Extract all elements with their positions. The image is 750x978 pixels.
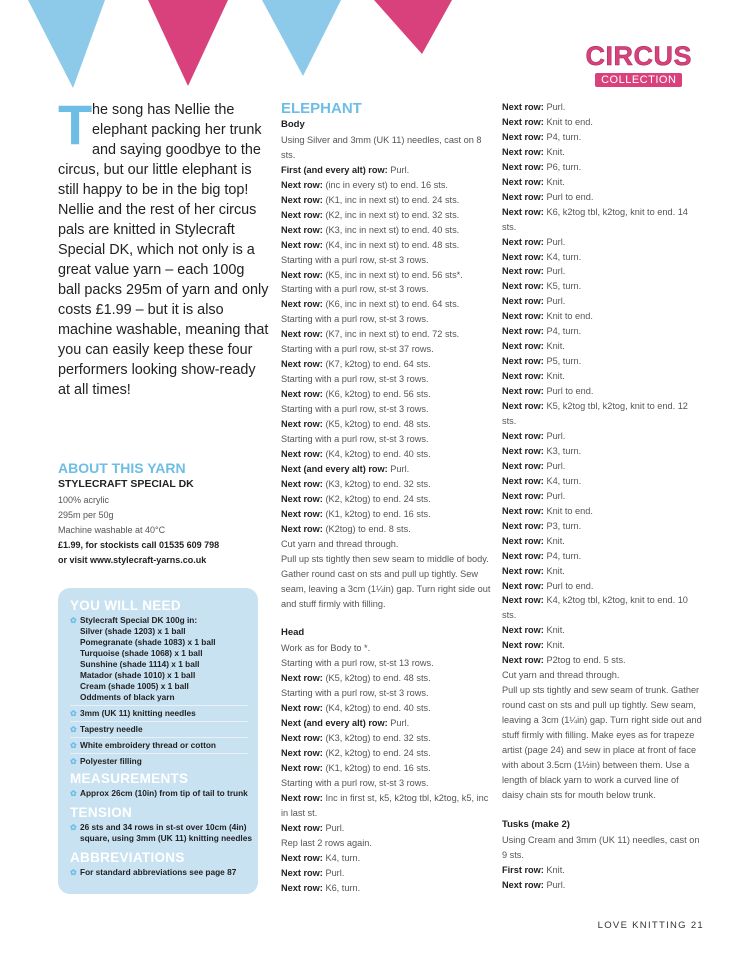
row-label: Next row: (281, 852, 323, 863)
row-label: Next row: (502, 311, 544, 322)
row-label: Next row: (281, 748, 323, 759)
pattern-row (281, 671, 493, 686)
star-icon: ✿ (70, 709, 77, 718)
intro-paragraph (58, 93, 270, 400)
pattern-row (281, 208, 493, 223)
pattern-body-col2 (502, 100, 702, 893)
magazine-name: LOVE KNITTING (597, 920, 687, 931)
row-text: K4, turn. (546, 475, 582, 486)
row-text: (K2tog) to end. 8 sts. (325, 523, 411, 534)
pattern-row (502, 668, 702, 683)
row-text: Purl. (546, 879, 566, 890)
row-text: P3, turn. (546, 520, 582, 531)
row-label: Next row: (502, 445, 544, 456)
pattern-row (502, 459, 702, 474)
row-label: Next row: (281, 867, 323, 878)
row-text: Purl. (546, 266, 566, 277)
row-text: Knit. (546, 146, 565, 157)
star-icon: ✿ (70, 823, 77, 832)
row-label: Next row: (502, 565, 544, 576)
page-footer (598, 920, 704, 931)
pattern-row (281, 881, 493, 896)
pattern-row (502, 175, 702, 190)
row-text: Purl. (546, 430, 566, 441)
pattern-row (281, 716, 493, 731)
pattern-row (281, 342, 493, 357)
yarn-fibre: 100% acrylic (58, 495, 110, 505)
row-text: (K1, k2tog) to end. 16 sts. (325, 762, 431, 773)
row-text: Knit. (546, 371, 565, 382)
tension-heading: TENSION (70, 805, 133, 820)
row-label: Next row: (281, 209, 323, 220)
yarn-stockists: £1.99, for stockists call 01535 609 798 (58, 540, 220, 550)
row-text: P4, turn. (546, 550, 582, 561)
pattern-row (281, 507, 493, 522)
row-label: Next row: (502, 356, 544, 367)
yarn-name: STYLECRAFT SPECIAL DK (58, 478, 194, 490)
about-yarn-section (58, 460, 270, 568)
row-text: Starting with a purl row, st-st 3 rows. (281, 434, 429, 445)
bunting-flag-blue-1 (28, 0, 105, 88)
star-icon: ✿ (70, 616, 77, 625)
row-label: Next row: (281, 822, 323, 833)
pattern-subheading: Body (281, 119, 305, 130)
bunting-flag-pink-2 (374, 0, 452, 54)
pattern-row (502, 160, 702, 175)
pattern-subheading: Tusks (make 2) (502, 818, 570, 830)
pattern-row (281, 701, 493, 716)
pattern-row (281, 746, 493, 761)
pattern-row (502, 504, 702, 519)
pattern-row (281, 477, 493, 492)
row-text: K5, turn. (546, 281, 582, 292)
pattern-row (281, 552, 493, 612)
row-label: Next row: (502, 625, 544, 636)
row-label: Next row: (502, 505, 544, 516)
pattern-row (281, 178, 493, 193)
row-label: Next row: (281, 224, 323, 235)
shade-item: Pomegranate (shade 1083) x 1 ball (80, 637, 216, 647)
pattern-row (502, 683, 702, 803)
row-text: Cut yarn and thread through. (502, 670, 620, 681)
row-text: Knit. (546, 176, 565, 187)
row-text: K3, turn. (546, 445, 582, 456)
pattern-row (502, 638, 702, 653)
shade-item: Matador (shade 1010) x 1 ball (80, 670, 196, 680)
row-text: P4, turn. (546, 326, 582, 337)
row-text: Knit. (546, 640, 565, 651)
row-label: Next row: (502, 580, 544, 591)
row-text: (K2, k2tog) to end. 24 sts. (325, 748, 431, 759)
spacer (281, 611, 493, 626)
yarn-website: or visit www.stylecraft-yarns.co.uk (58, 555, 207, 565)
row-text: Purl. (390, 164, 410, 175)
row-label: Next row: (502, 401, 544, 412)
row-label: Next row: (281, 508, 323, 519)
measurements-heading: MEASUREMENTS (70, 771, 189, 786)
row-text: Starting with a purl row, st-st 13 rows. (281, 658, 434, 669)
row-label: Next row: (502, 371, 544, 382)
pattern-row (281, 402, 493, 417)
row-label: Next row: (502, 490, 544, 501)
row-label: Next row: (281, 762, 323, 773)
row-label: Next (and every alt) row: (281, 718, 388, 729)
shade-item: Silver (shade 1203) x 1 ball (80, 626, 186, 636)
row-text: Purl to end. (546, 580, 594, 591)
yarn-care: Machine washable at 40°C (58, 525, 166, 535)
pattern-row (281, 537, 493, 552)
pattern-row (502, 593, 702, 623)
circus-collection-badge (585, 42, 692, 88)
about-yarn-heading: ABOUT THIS YARN (58, 460, 186, 476)
row-text: (K6, k2tog) to end. 56 sts. (325, 389, 431, 400)
measurements-text: ✿ Approx 26cm (10in) from tip of tail to trunk (70, 788, 248, 798)
pattern-row (281, 492, 493, 507)
row-label: Next row: (502, 879, 544, 890)
row-text: Starting with a purl row, st-st 3 rows. (281, 254, 429, 265)
shade-item: Cream (shade 1005) x 1 ball (80, 681, 189, 691)
pattern-row (502, 878, 702, 893)
pattern-row (502, 519, 702, 534)
materials-item: ✿ 3mm (UK 11) knitting needles (70, 708, 248, 722)
row-label: Next row: (281, 299, 323, 310)
row-label: Next row: (502, 475, 544, 486)
row-text: Starting with a purl row, st-st 3 rows. (281, 314, 429, 325)
row-label: Next row: (281, 523, 323, 534)
circus-title: CIRCUS (585, 41, 692, 71)
pattern-row (502, 354, 702, 369)
row-label: Next row: (281, 419, 323, 430)
row-label: Next row: (502, 176, 544, 187)
pattern-row (502, 489, 702, 504)
row-label: Next row: (502, 236, 544, 247)
pattern-row (502, 833, 702, 863)
pattern-row (281, 223, 493, 238)
bunting-flag-blue-2 (262, 0, 341, 76)
row-text: (inc in every st) to end. 16 sts. (325, 179, 448, 190)
row-text: P2tog to end. 5 sts. (546, 655, 626, 666)
row-text: P6, turn. (546, 161, 582, 172)
pattern-row (502, 863, 702, 878)
row-label: Next row: (502, 341, 544, 352)
pattern-row (502, 115, 702, 130)
row-text: Knit to end. (546, 311, 593, 322)
row-label: Next row: (502, 266, 544, 277)
row-text: Purl. (546, 102, 566, 112)
pattern-row (281, 656, 493, 671)
row-text: Purl. (325, 822, 345, 833)
row-label: Next row: (281, 703, 323, 714)
row-text: (K6, inc in next st) to end. 64 sts. (325, 299, 460, 310)
row-label: Next row: (502, 116, 544, 127)
row-label: Next row: (281, 673, 323, 684)
pattern-row (502, 399, 702, 429)
row-text: Knit to end. (546, 116, 593, 127)
star-icon: ✿ (70, 741, 77, 750)
you-will-need-box (58, 588, 258, 894)
row-text: (K4, k2tog) to end. 40 sts. (325, 448, 431, 459)
abbreviations-text: ✿ For standard abbreviations see page 87 (70, 867, 237, 877)
row-label: Next row: (502, 102, 544, 112)
row-text: Purl to end. (546, 386, 594, 397)
pattern-row (502, 294, 702, 309)
pattern-row (281, 133, 493, 163)
row-label: Next row: (281, 493, 323, 504)
row-text: Purl. (390, 718, 410, 729)
pattern-row (281, 836, 493, 851)
pattern-row (281, 821, 493, 836)
pattern-row (502, 279, 702, 294)
row-text: K4, turn. (325, 852, 361, 863)
row-label: Next row: (502, 655, 544, 666)
pattern-row (281, 686, 493, 701)
row-label: Next row: (502, 161, 544, 172)
row-text: Starting with a purl row, st-st 3 rows. (281, 777, 429, 788)
pattern-row (281, 791, 493, 821)
materials-item: ✿ Tapestry needle (70, 724, 248, 738)
pattern-row (502, 130, 702, 145)
row-text: (K4, inc in next st) to end. 48 sts. (325, 239, 460, 250)
pattern-row (502, 369, 702, 384)
pattern-column-1 (281, 100, 493, 896)
row-label: Next row: (281, 389, 323, 400)
row-label: Next row: (502, 535, 544, 546)
star-icon: ✿ (70, 868, 77, 877)
pattern-title: ELEPHANT (281, 100, 362, 117)
pattern-row (281, 253, 493, 268)
row-label: Next row: (502, 296, 544, 307)
pattern-row (502, 564, 702, 579)
row-label: Next row: (281, 329, 323, 340)
pattern-row (502, 384, 702, 399)
tension-text: ✿ 26 sts and 34 rows in st-st over 10cm (4in) square, using 3mm (UK 11) knitting needles (70, 822, 252, 843)
row-text: (K3, k2tog) to end. 32 sts. (325, 478, 431, 489)
pattern-row (281, 432, 493, 447)
row-text: P4, turn. (546, 131, 582, 142)
pattern-row (502, 100, 702, 115)
pattern-row (281, 851, 493, 866)
pattern-row (502, 324, 702, 339)
row-text: Starting with a purl row, st-st 3 rows. (281, 284, 429, 295)
row-label: Next row: (502, 206, 544, 217)
pattern-row (281, 357, 493, 372)
row-label: Next row: (502, 281, 544, 292)
row-text: (K7, inc in next st) to end. 72 sts. (325, 329, 460, 340)
pattern-row (502, 205, 702, 235)
pattern-row (281, 387, 493, 402)
row-label: Next row: (281, 792, 323, 803)
row-label: Next row: (281, 448, 323, 459)
abbreviations-heading: ABBREVIATIONS (70, 850, 185, 865)
pattern-row (502, 235, 702, 250)
row-text: Purl. (390, 463, 410, 474)
row-text: (K5, k2tog) to end. 48 sts. (325, 673, 431, 684)
row-text: (K3, k2tog) to end. 32 sts. (325, 733, 431, 744)
yarn-length: 295m per 50g (58, 510, 114, 520)
row-text: Purl. (546, 296, 566, 307)
pattern-row (502, 549, 702, 564)
row-text: (K7, k2tog) to end. 64 sts. (325, 359, 431, 370)
row-label: First row: (502, 864, 544, 875)
row-label: Next row: (502, 430, 544, 441)
pattern-subheading: Head (281, 627, 305, 639)
pattern-row (281, 522, 493, 537)
materials-yarn: ✿ Stylecraft Special DK 100g in: (70, 615, 198, 625)
pattern-row (281, 761, 493, 776)
pattern-row (281, 866, 493, 881)
pattern-row (281, 327, 493, 342)
row-label: Next row: (502, 326, 544, 337)
row-label: Next row: (281, 194, 323, 205)
pattern-row (502, 444, 702, 459)
row-text: (K2, inc in next st) to end. 32 sts. (325, 209, 460, 220)
page-number: 21 (690, 920, 704, 931)
row-text: Work as for Body to *. (281, 643, 371, 654)
pattern-row (502, 534, 702, 549)
pattern-row (281, 297, 493, 312)
row-label: Next row: (502, 386, 544, 397)
row-text: Pull up sts tightly and sew seam of trunk. Gather round cast on sts and pull up tightly. Sew seam, leaving a 3cm (1¼in) gap. Turn right side out and stuff firmly with filling. Make eyes as for trapeze artist (page 24) and sew in place at front of face with about 3.5cm (1½in) between them. Use a length of black yarn to work a curved line of daisy chain sts for mouth below trunk. (502, 685, 702, 800)
drop-cap: T (58, 93, 93, 156)
row-label: First (and every alt) row: (281, 164, 388, 175)
row-text: Knit. (546, 341, 565, 352)
row-label: Next row: (281, 733, 323, 744)
shade-item: Oddments of black yarn (70, 692, 248, 706)
pattern-row (281, 282, 493, 297)
row-text: Knit. (546, 864, 565, 875)
row-text: Rep last 2 rows again. (281, 837, 372, 848)
row-label: Next row: (502, 550, 544, 561)
row-text: (K5, k2tog) to end. 48 sts. (325, 419, 431, 430)
row-text: Cut yarn and thread through. (281, 538, 399, 549)
row-text: K6, turn. (325, 882, 361, 893)
row-text: (K1, inc in next st) to end. 24 sts. (325, 194, 460, 205)
row-text: K4, turn. (546, 251, 582, 262)
row-text: Knit. (546, 625, 565, 636)
pattern-row (502, 309, 702, 324)
star-icon: ✿ (70, 789, 77, 798)
pattern-row (502, 474, 702, 489)
star-icon: ✿ (70, 757, 77, 766)
pattern-row (502, 264, 702, 279)
pattern-row (281, 447, 493, 462)
pattern-row (281, 238, 493, 253)
pattern-row (502, 339, 702, 354)
pattern-row (502, 623, 702, 638)
row-text: (K1, k2tog) to end. 16 sts. (325, 508, 431, 519)
pattern-row (281, 163, 493, 178)
row-label: Next row: (502, 460, 544, 471)
row-label: Next row: (281, 359, 323, 370)
pattern-row (281, 193, 493, 208)
row-text: Purl to end. (546, 191, 594, 202)
row-text: Inc in first st, k5, k2tog tbl, k2tog, k5, inc in last st. (281, 792, 489, 818)
row-label: Next (and every alt) row: (281, 463, 388, 474)
row-text: Knit. (546, 565, 565, 576)
pattern-row (502, 653, 702, 668)
pattern-column-2 (502, 100, 702, 893)
row-text: Knit. (546, 535, 565, 546)
pattern-row (502, 190, 702, 205)
row-label: Next row: (502, 520, 544, 531)
row-text: (K2, k2tog) to end. 24 sts. (325, 493, 431, 504)
pattern-body-col1 (281, 118, 493, 896)
row-text: K4, k2tog tbl, k2tog, knit to end. 10 sts. (502, 595, 688, 621)
row-label: Next row: (281, 239, 323, 250)
pattern-row (281, 641, 493, 656)
row-text: P5, turn. (546, 356, 582, 367)
row-text: Knit to end. (546, 505, 593, 516)
row-label: Next row: (502, 595, 544, 606)
row-text: K6, k2tog tbl, k2tog, knit to end. 14 sts. (502, 206, 688, 232)
pattern-row (281, 417, 493, 432)
spacer (502, 803, 702, 818)
pattern-row (281, 776, 493, 791)
pattern-row (502, 429, 702, 444)
row-text: Purl. (546, 490, 566, 501)
row-text: Purl. (546, 460, 566, 471)
row-label: Next row: (502, 251, 544, 262)
row-text: (K5, inc in next st) to end. 56 sts*. (325, 269, 463, 280)
row-text: Starting with a purl row, st-st 3 rows. (281, 404, 429, 415)
row-text: Starting with a purl row, st-st 37 rows. (281, 344, 434, 355)
row-text: Starting with a purl row, st-st 3 rows. (281, 374, 429, 385)
row-label: Next row: (502, 640, 544, 651)
pattern-row (502, 250, 702, 265)
shade-item: Turquoise (shade 1068) x 1 ball (80, 648, 203, 658)
pattern-row (281, 731, 493, 746)
row-label: Next row: (502, 131, 544, 142)
row-label: Next row: (281, 179, 323, 190)
materials-item: ✿ Polyester filling (70, 756, 142, 766)
row-label: Next row: (281, 478, 323, 489)
row-text: (K4, k2tog) to end. 40 sts. (325, 703, 431, 714)
you-will-need-heading: YOU WILL NEED (70, 598, 181, 613)
intro-text: he song has Nellie the elephant packing her trunk and saying goodbye to the circus, but our little elephant is still happy to be in the big top! Nellie and the rest of her circus pals are knitted in Stylecraft Special DK, which not only is a great value yarn – each 100g ball packs 295m of yarn and only costs £1.99 – but it is also machine washable, meaning that you can easily keep these four performers looking show-ready at all times! (58, 102, 269, 398)
row-text: Purl. (325, 867, 345, 878)
row-label: Next row: (502, 146, 544, 157)
row-text: Using Silver and 3mm (UK 11) needles, cast on 8 sts. (281, 134, 482, 160)
pattern-row (281, 312, 493, 327)
row-text: Starting with a purl row, st-st 3 rows. (281, 688, 429, 699)
materials-item: ✿ White embroidery thread or cotton (70, 740, 248, 754)
row-label: Next row: (281, 882, 323, 893)
row-label: Next row: (502, 191, 544, 202)
row-text: Using Cream and 3mm (UK 11) needles, cast on 9 sts. (502, 834, 700, 860)
pattern-row (502, 145, 702, 160)
row-text: Pull up sts tightly then sew seam to middle of body. Gather round cast on sts and pull up tightly. Sew seam, leaving a 3cm (1¼in) gap. Turn right side out and stuff firmly with filling. (281, 553, 491, 609)
row-label: Next row: (281, 269, 323, 280)
pattern-row (281, 462, 493, 477)
pattern-row (502, 579, 702, 594)
shade-item: Sunshine (shade 1114) x 1 ball (80, 659, 200, 669)
star-icon: ✿ (70, 725, 77, 734)
row-text: K5, k2tog tbl, k2tog, knit to end. 12 sts. (502, 401, 688, 427)
bunting-flag-pink-1 (148, 0, 228, 86)
collection-label: COLLECTION (595, 73, 682, 87)
row-text: (K3, inc in next st) to end. 40 sts. (325, 224, 460, 235)
pattern-row (281, 268, 493, 283)
row-text: Purl. (546, 236, 566, 247)
pattern-row (281, 372, 493, 387)
